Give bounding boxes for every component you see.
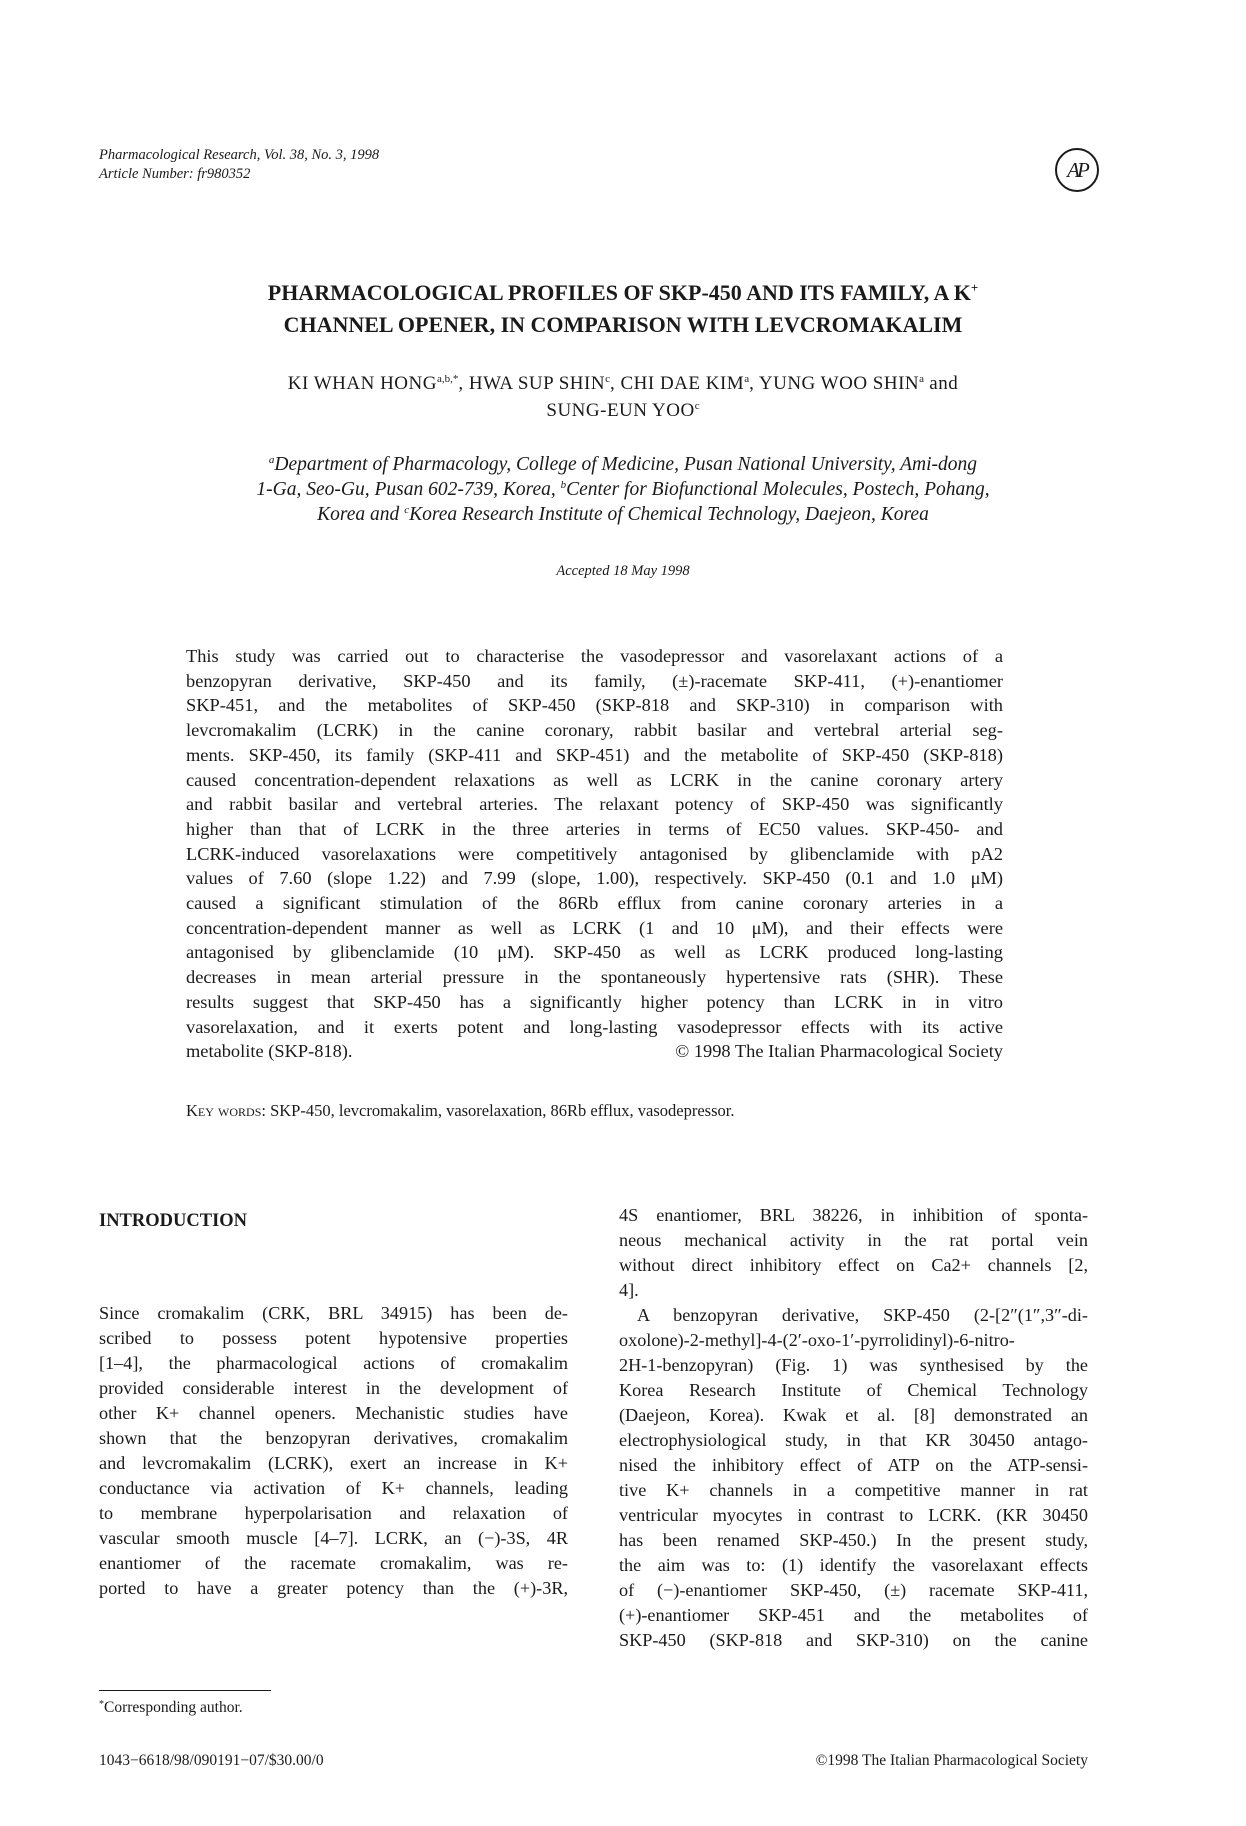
paper-title (100, 277, 1146, 341)
body-line: to membrane hyperpolarisation and relaxation of (99, 1503, 568, 1523)
abstract-line: higher than that of LCRK in the three arteries in terms of EC50 values. SKP-450- and (186, 818, 1003, 839)
author-list (100, 370, 1146, 424)
journal-citation (99, 146, 379, 184)
abstract-line: caused a significant stimulation of the 86Rb efflux from canine coronary arteries in a (186, 893, 1003, 914)
abstract-line: and rabbit basilar and vertebral arteries. The relaxant potency of SKP-450 was significantly (186, 794, 1003, 815)
intro-right-column (619, 1203, 1088, 1653)
publisher-logo: AP (1055, 148, 1099, 192)
body-line: A benzopyran derivative, SKP-450 (2-[2″(1″,3″-di- (637, 1305, 1088, 1325)
body-line: 4]. (619, 1280, 639, 1300)
footer-issn: 1043−6618/98/090191−07/$30.00/0 (99, 1752, 324, 1769)
article-number-line: Article Number: fr980352 (99, 166, 251, 182)
body-line: 2H-1-benzopyran) (Fig. 1) was synthesised by the (619, 1355, 1088, 1375)
abstract-line: This study was carried out to characterise the vasodepressor and vasorelaxant actions of a (186, 646, 1003, 666)
body-line: enantiomer of the racemate cromakalim, was re- (99, 1553, 568, 1573)
abstract-line: LCRK-induced vasorelaxations were competitively antagonised by glibenclamide with pA2 (186, 843, 1003, 864)
author-name: SUNG-EUN YOO (546, 400, 695, 421)
author-name: KI WHAN HONG (287, 373, 437, 394)
abstract-line: ments. SKP-450, its family (SKP-411 and SKP-451) and the metabolite of SKP-450 (SKP-818) (186, 744, 1003, 765)
journal-name-line: Pharmacological Research, Vol. 38, No. 3, 1998 (99, 147, 380, 163)
abstract-line: values of 7.60 (slope 1.22) and 7.99 (slope, 1.00), respectively. SKP-450 (0.1 and 1.0 μM) (186, 868, 1003, 889)
body-line: the aim was to: (1) identify the vasorelaxant effects (619, 1555, 1088, 1575)
body-line: electrophysiological study, in that KR 30450 antago- (619, 1430, 1088, 1450)
body-line: (+)-enantiomer SKP-451 and the metabolites of (619, 1605, 1088, 1625)
abstract-line: benzopyran derivative, SKP-450 and its family, (±)-racemate SKP-411, (+)-enantiomer (186, 670, 1003, 691)
body-line: scribed to possess potent hypotensive properties (99, 1328, 568, 1348)
body-line: ventricular myocytes in contrast to LCRK. (KR 30450 (619, 1505, 1088, 1525)
body-line: tive K+ channels in a competitive manner in rat (619, 1480, 1088, 1500)
body-line: of (−)-enantiomer SKP-450, (±) racemate SKP-411, (619, 1580, 1088, 1600)
body-line: (Daejeon, Korea). Kwak et al. [8] demonstrated an (619, 1405, 1088, 1425)
abstract-line: SKP-451, and the metabolites of SKP-450 (SKP-818 and SKP-310) in comparison with (186, 695, 1003, 716)
author-line-2: SUNG-EUN YOO$^c$ (546, 400, 700, 421)
intro-left-column (99, 1301, 568, 1601)
affiliations (100, 452, 1146, 527)
title-line-1: PHARMACOLOGICAL PROFILES OF SKP-450 AND ITS FAMILY, A K+ (267, 280, 979, 305)
body-line: provided considerable interest in the development of (99, 1378, 568, 1398)
body-line: nised the inhibitory effect of ATP on the ATP-sensi- (619, 1455, 1088, 1475)
abstract-line: levcromakalim (LCRK) in the canine coronary, rabbit basilar and vertebral arterial seg- (186, 720, 1003, 741)
affiliation-line-3: Korea and $^c$Korea Research Institute of Chemical Technology, Daejeon, Korea (317, 504, 929, 525)
body-line: [1–4], the pharmacological actions of cromakalim (99, 1353, 568, 1373)
footnote: *Corresponding author. (99, 1699, 243, 1716)
body-line: shown that the benzopyran derivatives, cromakalim (99, 1428, 568, 1448)
body-line: conductance via activation of K+ channels, leading (99, 1478, 568, 1498)
abstract-copyright: © 1998 The Italian Pharmacological Society (675, 1041, 1003, 1062)
body-line: has been renamed SKP-450.) In the present study, (619, 1530, 1088, 1550)
body-line: neous mechanical activity in the rat portal vein (619, 1230, 1088, 1250)
body-line: SKP-450 (SKP-818 and SKP-310) on the canine (619, 1630, 1088, 1650)
body-line: vascular smooth muscle [4–7]. LCRK, an (−)-3S, 4R (99, 1528, 568, 1548)
keywords-label: Key words: (186, 1101, 266, 1120)
footnote-rule (99, 1690, 271, 1691)
accepted-date: Accepted 18 May 1998 (556, 563, 690, 579)
abstract-line: antagonised by glibenclamide (10 μM). SKP-450 as well as LCRK produced long-lasting (186, 942, 1003, 963)
title-line-2: CHANNEL OPENER, IN COMPARISON WITH LEVCROMAKALIM (283, 312, 963, 337)
body-line: without direct inhibitory effect on Ca2+ channels [2, (619, 1255, 1088, 1275)
body-line: 4S enantiomer, BRL 38226, in inhibition of sponta- (619, 1205, 1088, 1225)
abstract-line: results suggest that SKP-450 has a significantly higher potency than LCRK in in vitro (186, 991, 1003, 1012)
author-line-1: KI WHAN $HONG^{a,b,*}$, HWA SUP SHIN$^c$, CHI DAE KIM$^a$, YUNG WOO SHIN$^a$ and (287, 373, 959, 394)
abstract-line: concentration-dependent manner as well as LCRK (1 and 10 μM), and their effects were (186, 917, 1003, 938)
section-heading-introduction: INTRODUCTION (99, 1211, 248, 1231)
body-line: oxolone)-2-methyl]-4-(2′-oxo-1′-pyrrolidinyl)-6-nitro- (619, 1330, 1015, 1350)
body-line: ported to have a greater potency than the (+)-3R, (99, 1578, 568, 1598)
abstract-line: vasorelaxation, and it exerts potent and long-lasting vasodepressor effects with its active (186, 1016, 1003, 1037)
footer-copyright: ©1998 The Italian Pharmacological Society (815, 1752, 1088, 1769)
body-line: Since cromakalim (CRK, BRL 34915) has been de- (99, 1303, 568, 1323)
abstract-line: decreases in mean arterial pressure in the spontaneously hypertensive rats (SHR). These (186, 967, 1003, 988)
author-name: CHI DAE KIM (620, 373, 745, 394)
keywords-text: SKP-450, levcromakalim, vasorelaxation, 86Rb efflux, vasodepressor. (270, 1101, 735, 1120)
author-name: YUNG WOO SHIN (758, 373, 920, 394)
abstract-line: metabolite (SKP-818). (186, 1041, 353, 1062)
abstract-last-line (186, 1039, 1003, 1064)
affiliation-line-2: 1-Ga, Seo-Gu, Pusan 602-739, Korea, $^b$Center for Biofunctional Molecules, Postech, Pohang, (256, 479, 990, 500)
body-line: Korea Research Institute of Chemical Technology (619, 1380, 1088, 1400)
keywords (186, 1100, 1086, 1122)
body-line: and levcromakalim (LCRK), exert an increase in K+ (99, 1453, 568, 1473)
author-name: HWA SUP SHIN (468, 373, 606, 394)
affiliation-line-1: $^a$Department of Pharmacology, College of Medicine, Pusan National University, Ami-dong (268, 454, 978, 475)
body-line: other K+ channel openers. Mechanistic studies have (99, 1403, 568, 1423)
abstract (186, 644, 1003, 1064)
abstract-line: caused concentration-dependent relaxations as well as LCRK in the canine coronary artery (186, 769, 1003, 790)
